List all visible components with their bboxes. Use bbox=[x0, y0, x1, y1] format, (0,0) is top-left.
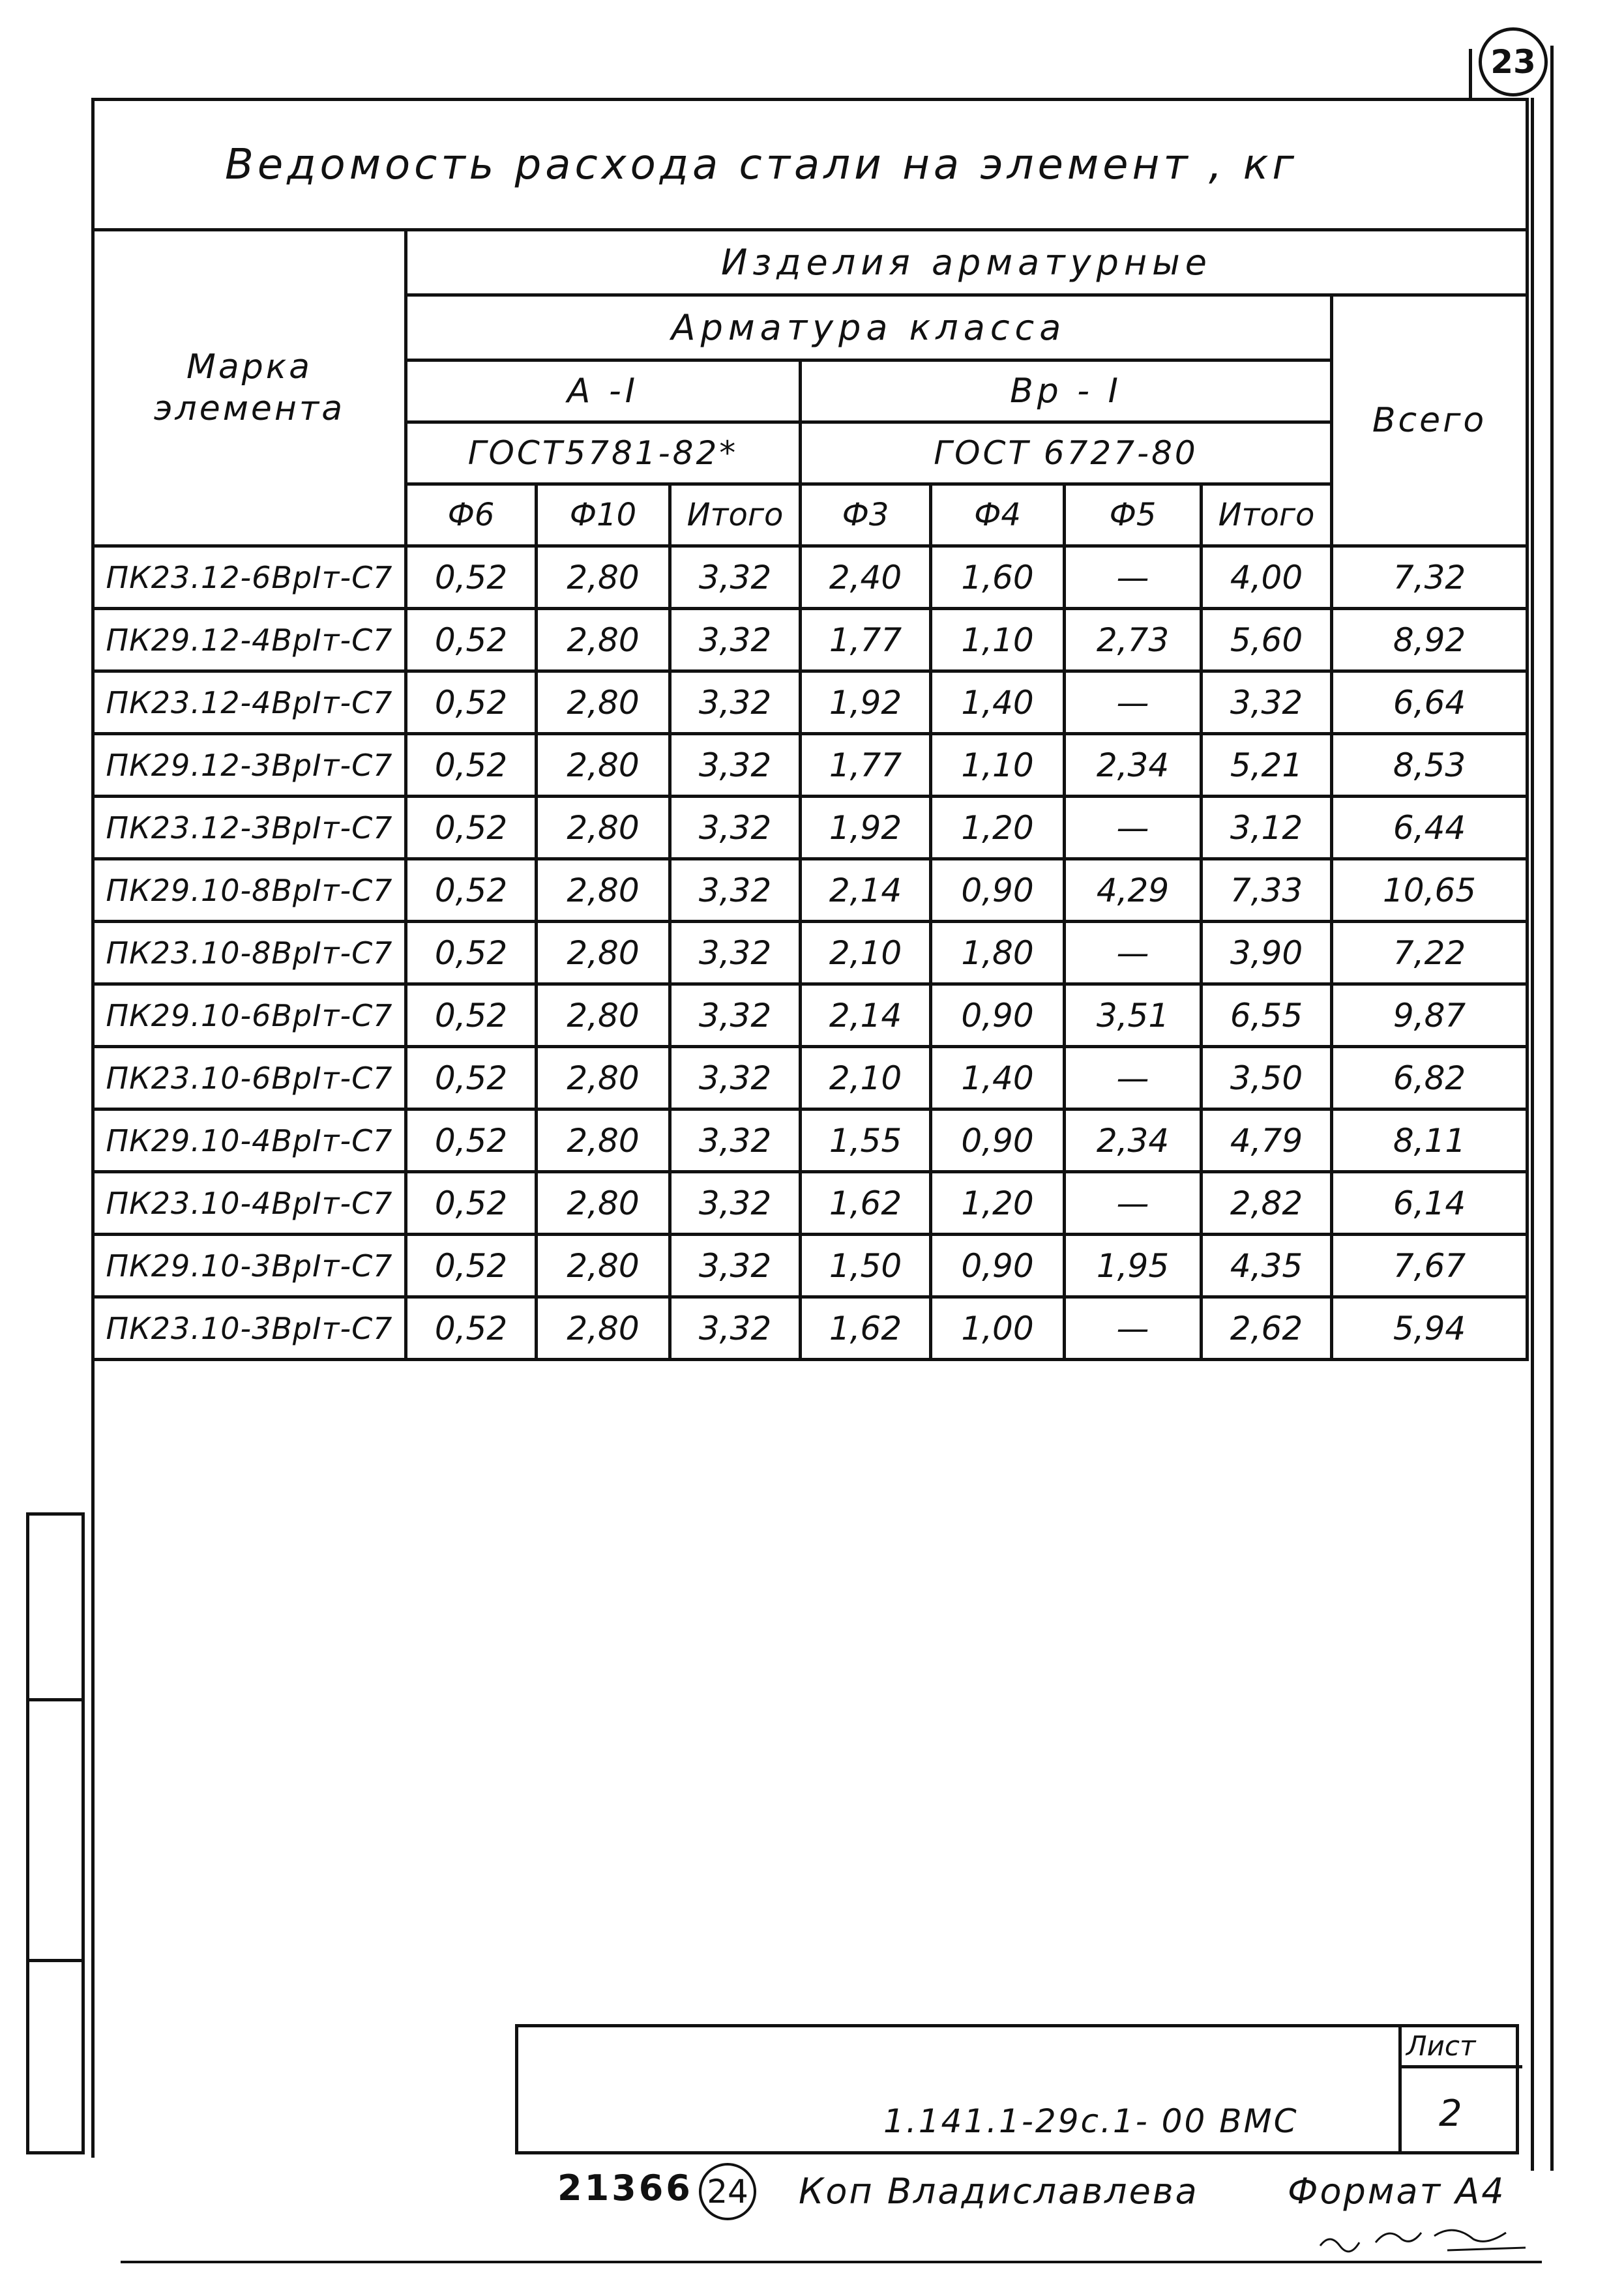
element-mark: ПК23.12-3ВрIт-С7 bbox=[93, 797, 406, 859]
table-cell: 1,77 bbox=[801, 734, 931, 797]
table-cell: 2,82 bbox=[1202, 1172, 1332, 1235]
col-header-f10: Ф10 bbox=[537, 484, 670, 546]
table-cell: 4,79 bbox=[1202, 1109, 1332, 1172]
table-cell: 2,34 bbox=[1065, 1109, 1202, 1172]
col-header-total-a: Итого bbox=[670, 484, 801, 546]
table-row bbox=[93, 671, 1528, 734]
left-margin-box bbox=[26, 1512, 85, 2154]
col-header-f6: Ф6 bbox=[406, 484, 537, 546]
left-margin-divider bbox=[29, 1698, 81, 1701]
table-cell: 3,32 bbox=[670, 1172, 801, 1235]
table-cell: 3,32 bbox=[670, 671, 801, 734]
table-row bbox=[93, 609, 1528, 671]
mark-header-line-1: Марка bbox=[186, 347, 312, 387]
table-cell: 0,52 bbox=[406, 734, 537, 797]
gost-a-header: ГОСТ5781-82* bbox=[406, 422, 801, 484]
total-header: Всего bbox=[1332, 295, 1528, 546]
table-cell: 2,80 bbox=[537, 1172, 670, 1235]
table-cell: — bbox=[1065, 1172, 1202, 1235]
table-cell: 0,52 bbox=[406, 1297, 537, 1360]
element-mark: ПК23.10-8ВрIт-С7 bbox=[93, 922, 406, 984]
table-cell: 5,21 bbox=[1202, 734, 1332, 797]
table-cell: 1,77 bbox=[801, 609, 931, 671]
title-block bbox=[515, 2024, 1519, 2154]
table-cell: 1,80 bbox=[931, 922, 1065, 984]
table-cell: 4,29 bbox=[1065, 859, 1202, 922]
class-a-header: А -I bbox=[406, 360, 801, 422]
table-cell: 1,60 bbox=[931, 546, 1065, 609]
table-cell: 1,62 bbox=[801, 1297, 931, 1360]
table-cell: 2,80 bbox=[537, 671, 670, 734]
table-row bbox=[93, 1109, 1528, 1172]
title-block-hdivider bbox=[1398, 2065, 1522, 2068]
frame-right-outer-line bbox=[1550, 46, 1554, 2171]
table-cell: 3,32 bbox=[670, 859, 801, 922]
mark-header-line-2: элемента bbox=[153, 389, 346, 428]
table-cell: 7,67 bbox=[1332, 1235, 1528, 1297]
inventory-number: 21366 bbox=[557, 2167, 693, 2209]
table-cell: 7,32 bbox=[1332, 546, 1528, 609]
table-row bbox=[93, 1297, 1528, 1360]
sheet-number: 23 bbox=[1479, 27, 1548, 96]
table-cell: 2,80 bbox=[537, 1297, 670, 1360]
table-cell: 0,90 bbox=[931, 1235, 1065, 1297]
table-row bbox=[93, 859, 1528, 922]
title-block-divider bbox=[1398, 2027, 1402, 2151]
table-cell: 2,14 bbox=[801, 984, 931, 1047]
table-cell: 3,32 bbox=[670, 546, 801, 609]
table-cell: 3,32 bbox=[670, 609, 801, 671]
table-cell: 1,10 bbox=[931, 734, 1065, 797]
table-cell: 6,55 bbox=[1202, 984, 1332, 1047]
element-mark: ПК23.10-3ВрIт-С7 bbox=[93, 1297, 406, 1360]
table-cell: 0,52 bbox=[406, 797, 537, 859]
table-cell: 5,94 bbox=[1332, 1297, 1528, 1360]
table-cell: 3,32 bbox=[670, 797, 801, 859]
table-cell: 2,10 bbox=[801, 1047, 931, 1109]
table-cell: 2,14 bbox=[801, 859, 931, 922]
element-mark: ПК29.10-3ВрIт-С7 bbox=[93, 1235, 406, 1297]
table-cell: 0,90 bbox=[931, 859, 1065, 922]
mark-header bbox=[93, 230, 406, 546]
table-cell: 2,80 bbox=[537, 609, 670, 671]
element-mark: ПК23.12-4ВрIт-С7 bbox=[93, 671, 406, 734]
element-mark: ПК23.10-6ВрIт-С7 bbox=[93, 1047, 406, 1109]
table-cell: 3,12 bbox=[1202, 797, 1332, 859]
frame-top-tick bbox=[1469, 49, 1472, 98]
table-cell: 6,64 bbox=[1332, 671, 1528, 734]
table-cell: 10,65 bbox=[1332, 859, 1528, 922]
table-cell: 8,11 bbox=[1332, 1109, 1528, 1172]
table-row bbox=[93, 797, 1528, 859]
table-row bbox=[93, 1047, 1528, 1109]
table-title: Ведомость расхода стали на элемент , кг bbox=[93, 100, 1528, 230]
table-cell: 0,52 bbox=[406, 671, 537, 734]
table-cell: 3,32 bbox=[670, 922, 801, 984]
element-mark: ПК29.12-3ВрIт-С7 bbox=[93, 734, 406, 797]
table-cell: 1,62 bbox=[801, 1172, 931, 1235]
table-cell: 5,60 bbox=[1202, 609, 1332, 671]
table-cell: 8,53 bbox=[1332, 734, 1528, 797]
table-cell: — bbox=[1065, 546, 1202, 609]
armature-class-header: Арматура класса bbox=[406, 295, 1332, 360]
table-cell: 3,51 bbox=[1065, 984, 1202, 1047]
element-mark: ПК29.10-8ВрIт-С7 bbox=[93, 859, 406, 922]
table-cell: 1,00 bbox=[931, 1297, 1065, 1360]
table-cell: 3,32 bbox=[670, 1109, 801, 1172]
table-cell: 2,10 bbox=[801, 922, 931, 984]
col-header-total-vr: Итого bbox=[1202, 484, 1332, 546]
table-cell: 2,73 bbox=[1065, 609, 1202, 671]
table-cell: — bbox=[1065, 922, 1202, 984]
table-cell: 0,52 bbox=[406, 1109, 537, 1172]
table-row bbox=[93, 1235, 1528, 1297]
table-cell: 9,87 bbox=[1332, 984, 1528, 1047]
copied-by: Коп Владиславлева bbox=[799, 2171, 1199, 2212]
table-cell: 0,52 bbox=[406, 1047, 537, 1109]
table-cell: 1,92 bbox=[801, 797, 931, 859]
table-cell: 0,52 bbox=[406, 1235, 537, 1297]
table-cell: 1,40 bbox=[931, 1047, 1065, 1109]
class-vr-header: Вр - I bbox=[801, 360, 1332, 422]
table-cell: — bbox=[1065, 1047, 1202, 1109]
table-cell: 1,50 bbox=[801, 1235, 931, 1297]
table-row bbox=[93, 984, 1528, 1047]
table-cell: 3,32 bbox=[1202, 671, 1332, 734]
element-mark: ПК29.10-4ВрIт-С7 bbox=[93, 1109, 406, 1172]
table-cell: 1,40 bbox=[931, 671, 1065, 734]
table-cell: 2,80 bbox=[537, 859, 670, 922]
table-cell: 3,50 bbox=[1202, 1047, 1332, 1109]
table-cell: 7,33 bbox=[1202, 859, 1332, 922]
table-cell: 0,90 bbox=[931, 1109, 1065, 1172]
frame-right-line bbox=[1531, 98, 1534, 2171]
bottom-rule bbox=[121, 2261, 1542, 2263]
table-cell: — bbox=[1065, 797, 1202, 859]
table-cell: 2,80 bbox=[537, 797, 670, 859]
table-row bbox=[93, 734, 1528, 797]
element-mark: ПК23.12-6ВрIт-С7 bbox=[93, 546, 406, 609]
element-mark: ПК23.10-4ВрIт-С7 bbox=[93, 1172, 406, 1235]
steel-consumption-table bbox=[91, 98, 1529, 1361]
table-cell: 0,52 bbox=[406, 984, 537, 1047]
table-cell: 0,52 bbox=[406, 546, 537, 609]
paper-format: Формат А4 bbox=[1288, 2171, 1506, 2212]
table-cell: 1,92 bbox=[801, 671, 931, 734]
table-cell: 2,34 bbox=[1065, 734, 1202, 797]
table-cell: 3,90 bbox=[1202, 922, 1332, 984]
table-row bbox=[93, 546, 1528, 609]
table-cell: 3,32 bbox=[670, 1297, 801, 1360]
table-cell: 2,80 bbox=[537, 984, 670, 1047]
table-cell: 3,32 bbox=[670, 1235, 801, 1297]
sheet-number-value: 2 bbox=[1439, 2093, 1462, 2135]
table-cell: 1,10 bbox=[931, 609, 1065, 671]
table-cell: 1,20 bbox=[931, 797, 1065, 859]
sheet-label: Лист bbox=[1406, 2030, 1476, 2062]
gost-vr-header: ГОСТ 6727-80 bbox=[801, 422, 1332, 484]
frame-left-line bbox=[91, 1356, 95, 2158]
element-mark: ПК29.12-4ВрIт-С7 bbox=[93, 609, 406, 671]
table-cell: 2,62 bbox=[1202, 1297, 1332, 1360]
table-cell: 1,20 bbox=[931, 1172, 1065, 1235]
table-cell: 2,80 bbox=[537, 546, 670, 609]
table-cell: 0,52 bbox=[406, 922, 537, 984]
table-cell: 1,95 bbox=[1065, 1235, 1202, 1297]
table-cell: — bbox=[1065, 1297, 1202, 1360]
element-mark: ПК29.10-6ВрIт-С7 bbox=[93, 984, 406, 1047]
table-row bbox=[93, 1172, 1528, 1235]
left-margin-divider bbox=[29, 1959, 81, 1962]
table-cell: 6,14 bbox=[1332, 1172, 1528, 1235]
table-cell: — bbox=[1065, 671, 1202, 734]
col-header-f5: Ф5 bbox=[1065, 484, 1202, 546]
table-cell: 2,80 bbox=[537, 1047, 670, 1109]
table-cell: 1,55 bbox=[801, 1109, 931, 1172]
table-cell: 0,52 bbox=[406, 859, 537, 922]
circled-number: 24 bbox=[699, 2163, 756, 2220]
table-cell: 0,90 bbox=[931, 984, 1065, 1047]
table-cell: 2,40 bbox=[801, 546, 931, 609]
table-cell: 6,44 bbox=[1332, 797, 1528, 859]
table-cell: 4,00 bbox=[1202, 546, 1332, 609]
table-cell: 3,32 bbox=[670, 984, 801, 1047]
handwritten-signature bbox=[1317, 2216, 1539, 2255]
col-header-f4: Ф4 bbox=[931, 484, 1065, 546]
col-header-f3: Ф3 bbox=[801, 484, 931, 546]
table-cell: 6,82 bbox=[1332, 1047, 1528, 1109]
table-cell: 0,52 bbox=[406, 1172, 537, 1235]
document-code: 1.141.1-29с.1- 00 ВМС bbox=[883, 2102, 1299, 2140]
table-cell: 8,92 bbox=[1332, 609, 1528, 671]
products-header: Изделия арматурные bbox=[406, 230, 1528, 295]
table-cell: 2,80 bbox=[537, 1235, 670, 1297]
table-cell: 2,80 bbox=[537, 922, 670, 984]
table-cell: 2,80 bbox=[537, 1109, 670, 1172]
table-cell: 4,35 bbox=[1202, 1235, 1332, 1297]
table-cell: 3,32 bbox=[670, 734, 801, 797]
table-cell: 7,22 bbox=[1332, 922, 1528, 984]
table-cell: 3,32 bbox=[670, 1047, 801, 1109]
table-cell: 0,52 bbox=[406, 609, 537, 671]
table-cell: 2,80 bbox=[537, 734, 670, 797]
table-row bbox=[93, 922, 1528, 984]
